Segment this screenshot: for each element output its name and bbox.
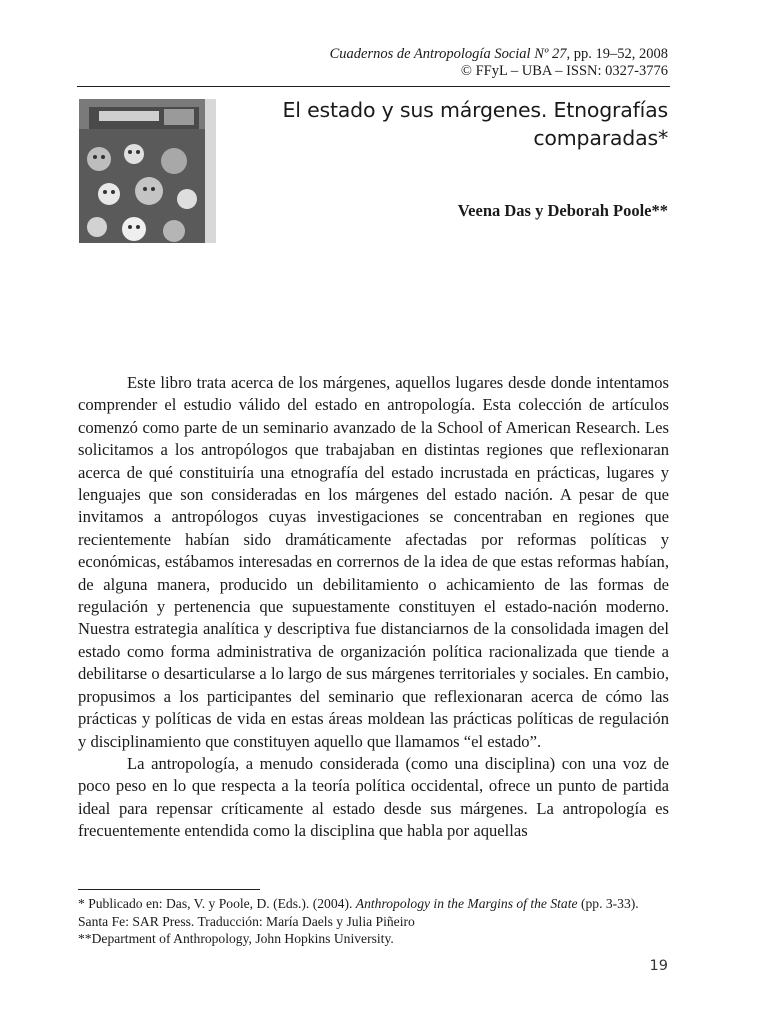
body-paragraph-2: La antropología, a menudo considerada (como una disciplina) con una voz de poco peso en lo que respecta a la teoría política occidental, ofrece un punto de partida ideal para repensar críticamente al estado desde sus márgenes. La antropología es frecuentemente entendida como la disciplina que habla por aquellas: [78, 753, 669, 841]
title-line-1: El estado y sus márgenes. Etnografías: [282, 98, 668, 122]
title-line-2: comparadas*: [533, 126, 668, 150]
footnote-2: **Department of Anthropology, John Hopkins University.: [78, 931, 394, 947]
book-cover-image: [79, 99, 216, 243]
page-number: 19: [649, 958, 668, 974]
footnotes: [78, 895, 670, 948]
body-paragraph-1: Este libro trata acerca de los márgenes, aquellos lugares desde donde intentamos comprender el estudio válido del estado en antropología. Esta colección de artículos comenzó como parte de un seminario avanzado de la School of American Research. Les solicitamos a los antropólogos que trabajaban en distintas regiones que reflexionaran acerca de qué constituiría una etnografía del estado incrustada en prácticas, lugares y lenguajes que son consideradas en los márgenes del estado nación. A pesar de que invitamos a antropólogos cuyas investigaciones se concentraban en regiones que recientemente habían sido dramáticamente afectadas por reformas políticas y económicas, estábamos interesadas en corrernos de la idea de que estas reformas habían, de alguna manera, producido un debilitamiento o achicamiento de las formas de regulación y pertenencia que supuestamente constituyen el estado-nación moderno. Nuestra estrategia analítica y descriptiva fue distanciarnos de la consolidada imagen del estado como forma administrativa de organización política racionalizada que tiende a debilitarse o desarticularse a lo largo de sus márgenes territoriales y sociales. En cambio, propusimos a los participantes del seminario que reflexionaran acerca de cómo las prácticas y políticas de vida en estas áreas moldean las prácticas políticas de regulación y disciplinamiento que constituyen aquello que llamamos “el estado”.: [78, 373, 669, 751]
footnote-1-book-title: Anthropology in the Margins of the State: [355, 896, 578, 911]
footnote-1: [78, 895, 670, 930]
footnote-1-suffix: (pp. 3-33). Santa Fe: SAR Press. Traducción: María Daels y Julia Piñeiro: [78, 896, 639, 929]
journal-citation-line: [148, 46, 668, 63]
article-title: [248, 96, 668, 152]
journal-name: Cuadernos de Antropología Social Nº 27: [329, 46, 567, 62]
journal-pages: , pp. 19–52, 2008: [566, 46, 668, 62]
article-authors: Veena Das y Deborah Poole**: [457, 201, 668, 220]
header-rule: [77, 86, 670, 87]
footnote-1-prefix: * Publicado en: Das, V. y Poole, D. (Eds.). (2004).: [78, 896, 356, 911]
footnote-rule: [78, 889, 260, 890]
journal-header: [148, 46, 668, 80]
issn-line: © FFyL – UBA – ISSN: 0327-3776: [460, 63, 668, 79]
body-text: [78, 372, 669, 843]
